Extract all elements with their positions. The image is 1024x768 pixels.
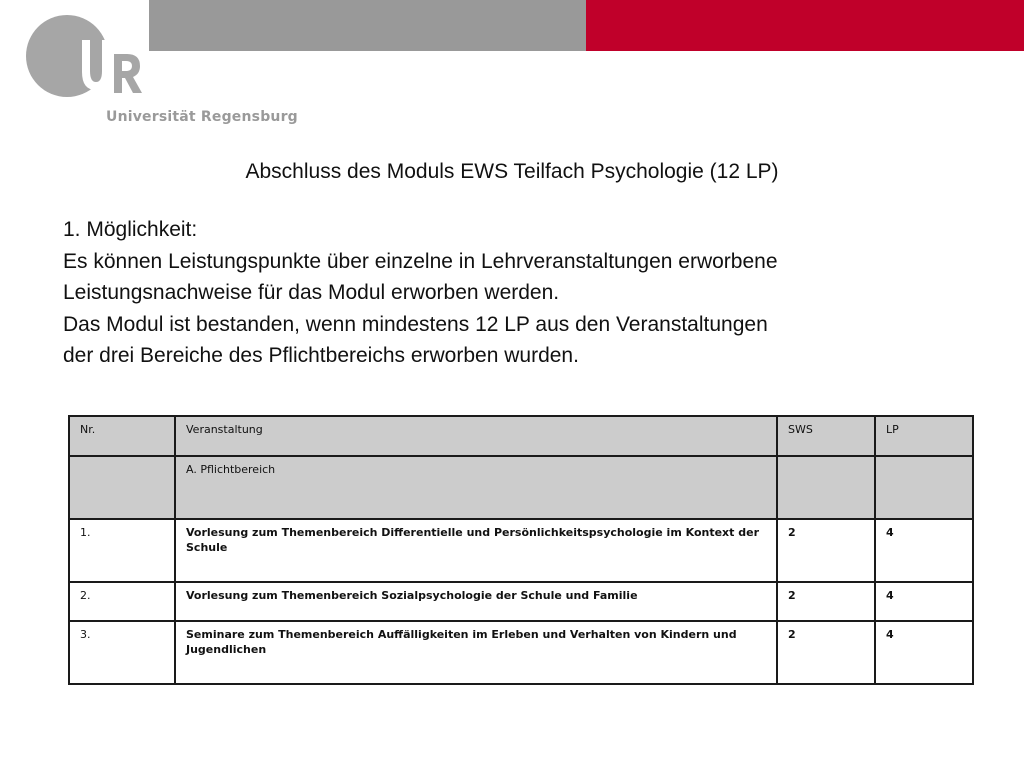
- row-veranstaltung: Vorlesung zum Themenbereich Sozialpsychologie der Schule und Familie: [175, 582, 777, 621]
- row-sws: 2: [777, 621, 875, 684]
- row-nr: 3.: [69, 621, 175, 684]
- header-sws: SWS: [777, 416, 875, 456]
- row-nr: 1.: [69, 519, 175, 582]
- header-nr: Nr.: [69, 416, 175, 456]
- section-lp-cell: [875, 456, 973, 519]
- slide-body-text: [63, 214, 983, 372]
- header-lp: LP: [875, 416, 973, 456]
- university-name: Universität Regensburg: [106, 109, 298, 125]
- body-line: 1. Möglichkeit:: [63, 218, 198, 241]
- body-line: Es können Leistungspunkte über einzelne in Lehrveranstaltungen erworbene: [63, 249, 778, 273]
- header-veranstaltung: Veranstaltung: [175, 416, 777, 456]
- body-line: Das Modul ist bestanden, wenn mindestens 12 LP aus den Veranstaltungen: [63, 312, 768, 336]
- row-veranstaltung: Seminare zum Themenbereich Auffälligkeiten im Erleben und Verhalten von Kindern und Jugendlichen: [175, 621, 777, 684]
- table-row: [69, 582, 973, 621]
- section-nr-cell: [69, 456, 175, 519]
- table-header-row: [69, 416, 973, 456]
- slide-title: Abschluss des Moduls EWS Teilfach Psychologie (12 LP): [245, 160, 779, 183]
- header-bar-red: [586, 0, 1024, 51]
- row-sws: 2: [777, 582, 875, 621]
- row-lp: 4: [875, 582, 973, 621]
- university-logo: [24, 14, 298, 129]
- table-row: [69, 621, 973, 684]
- ur-logo-icon: [24, 14, 144, 104]
- section-sws-cell: [777, 456, 875, 519]
- section-title: A. Pflichtbereich: [175, 456, 777, 519]
- body-line: Leistungsnachweise für das Modul erworben werden.: [63, 281, 560, 304]
- row-veranstaltung: Vorlesung zum Themenbereich Differentielle und Persönlichkeitspsychologie im Kontext der Schule: [175, 519, 777, 582]
- row-lp: 4: [875, 519, 973, 582]
- row-nr: 2.: [69, 582, 175, 621]
- table-row: [69, 519, 973, 582]
- row-lp: 4: [875, 621, 973, 684]
- module-table: [68, 415, 974, 685]
- body-line: der drei Bereiche des Pflichtbereichs erworben wurden.: [63, 344, 579, 367]
- row-sws: 2: [777, 519, 875, 582]
- table-section-row: [69, 456, 973, 519]
